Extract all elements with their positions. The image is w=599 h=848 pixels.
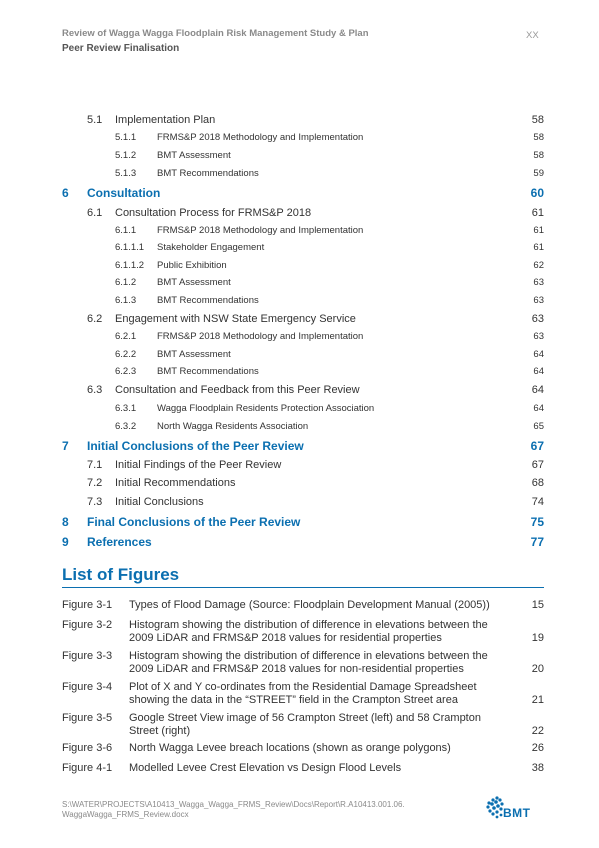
- toc-entry-page: 58: [531, 114, 544, 126]
- toc-entry-title: FRMS&P 2018 Methodology and Implementation: [157, 331, 364, 342]
- toc-entry-page: 64: [533, 366, 544, 377]
- toc-entry-page: 67: [530, 439, 544, 453]
- toc-entry-page: 67: [531, 459, 544, 471]
- toc-entry-page: 62: [533, 260, 544, 271]
- toc-entry[interactable]: [0, 477, 599, 491]
- figure-title: North Wagga Levee breach locations (shown as orange polygons): [129, 742, 451, 754]
- figure-title: Types of Flood Damage (Source: Floodplain Development Manual (2005)): [129, 599, 490, 611]
- document-title: Review of Wagga Wagga Floodplain Risk Management Study & Plan: [62, 28, 369, 39]
- figure-label: Figure 3-6: [62, 742, 113, 754]
- toc-entry[interactable]: [0, 260, 599, 274]
- toc-entry-title: BMT Recommendations: [157, 168, 259, 179]
- toc-entry[interactable]: [0, 132, 599, 146]
- toc-entry-title: BMT Assessment: [157, 150, 231, 161]
- toc-entry-number: 6.2.1: [115, 331, 137, 342]
- figure-page: 26: [531, 742, 544, 754]
- footer-file-path: S:\WATER\PROJECTS\A10413_Wagga_Wagga_FRMS_Review\Docs\Report\R.A10413.001.06. WaggaWagga_FRMS_Review.docx: [62, 800, 405, 819]
- toc-entry-title: Engagement with NSW State Emergency Service: [115, 313, 356, 325]
- toc-entry-page: 64: [533, 349, 544, 360]
- toc-entry-page: 58: [533, 150, 544, 161]
- toc-entry-title: References: [87, 535, 152, 549]
- figure-title: Histogram showing the distribution of difference in elevations between the 2009 LiDAR and FRMS&P 2018 values for residential properties: [129, 619, 488, 644]
- figure-label: Figure 4-1: [62, 762, 113, 774]
- toc-entry-number: 6.3.2: [115, 421, 137, 432]
- toc-chapter-entry[interactable]: [0, 439, 599, 453]
- toc-entry-number: 6.2.2: [115, 349, 137, 360]
- toc-entry-page: 59: [533, 168, 544, 179]
- toc-entry-number: 6.2.3: [115, 366, 137, 377]
- figure-page: 19: [531, 632, 544, 644]
- toc-entry-page: 63: [533, 295, 544, 306]
- toc-entry-title: Initial Conclusions: [115, 496, 204, 508]
- list-of-figures-heading: List of Figures: [62, 565, 180, 584]
- toc-entry-title: BMT Assessment: [157, 277, 231, 288]
- figure-label: Figure 3-1: [62, 599, 113, 611]
- figure-label: Figure 3-5: [62, 712, 113, 724]
- figure-label: Figure 3-3: [62, 650, 113, 662]
- figure-page: 20: [531, 663, 544, 675]
- toc-entry[interactable]: [0, 366, 599, 380]
- toc-entry-page: 64: [533, 403, 544, 414]
- toc-entry[interactable]: [0, 349, 599, 363]
- figure-page: 22: [531, 725, 544, 737]
- logo-wordmark: BMT: [503, 806, 531, 820]
- toc-entry[interactable]: [0, 496, 599, 510]
- toc-entry[interactable]: [0, 459, 599, 473]
- figure-label: Figure 3-2: [62, 619, 113, 631]
- toc-entry-title: Wagga Floodplain Residents Protection Association: [157, 403, 375, 414]
- toc-entry[interactable]: [0, 168, 599, 182]
- figure-page: 21: [531, 694, 544, 706]
- toc-entry[interactable]: [0, 207, 599, 221]
- toc-entry-title: FRMS&P 2018 Methodology and Implementation: [157, 132, 364, 143]
- toc-entry[interactable]: [0, 295, 599, 309]
- toc-entry-title: Implementation Plan: [115, 114, 216, 126]
- toc-entry-page: 64: [531, 384, 544, 396]
- toc-entry-number: 5.1.1: [115, 132, 137, 143]
- toc-entry-title: Final Conclusions of the Peer Review: [87, 515, 301, 529]
- toc-entry-number: 5.1.3: [115, 168, 137, 179]
- toc-entry[interactable]: [0, 403, 599, 417]
- figure-title: Google Street View image of 56 Crampton Street (left) and 58 Crampton Street (right): [129, 712, 481, 737]
- toc-entry-page: 77: [530, 535, 544, 549]
- toc-entry-page: 63: [533, 331, 544, 342]
- toc-entry-number: 6.1.1.1: [115, 242, 145, 253]
- toc-entry-title: Consultation and Feedback from this Peer Review: [115, 384, 360, 396]
- toc-entry-page: 63: [533, 277, 544, 288]
- toc-entry-number: 6.1: [87, 207, 103, 219]
- toc-entry-title: Initial Recommendations: [115, 477, 236, 489]
- toc-entry-number: 7.2: [87, 477, 103, 489]
- toc-entry-page: 68: [531, 477, 544, 489]
- toc-entry-number: 7.3: [87, 496, 103, 508]
- page-mark: XX: [526, 30, 539, 41]
- toc-entry-page: 61: [531, 207, 544, 219]
- toc-entry-page: 75: [530, 515, 544, 529]
- heading-divider: [62, 587, 544, 588]
- toc-entry-title: Consultation: [87, 186, 161, 200]
- toc-entry-number: 6: [62, 186, 69, 200]
- toc-entry-number: 6.2: [87, 313, 103, 325]
- toc-entry-title: Public Exhibition: [157, 260, 227, 271]
- toc-entry-page: 61: [533, 242, 544, 253]
- toc-entry-title: North Wagga Residents Association: [157, 421, 309, 432]
- toc-entry-number: 9: [62, 535, 69, 549]
- toc-entry[interactable]: [0, 150, 599, 164]
- toc-entry-number: 6.1.3: [115, 295, 137, 306]
- figure-title: Plot of X and Y co-ordinates from the Residential Damage Spreadsheet showing the data in the “STREET” field in the Crampton Street area: [129, 681, 477, 706]
- figure-page: 15: [531, 599, 544, 611]
- toc-chapter-entry[interactable]: [0, 186, 599, 200]
- toc-entry-number: 7: [62, 439, 69, 453]
- toc-entry-title: Initial Conclusions of the Peer Review: [87, 439, 304, 453]
- toc-entry[interactable]: [0, 421, 599, 435]
- toc-entry-title: Stakeholder Engagement: [157, 242, 265, 253]
- toc-entry-number: 5.1: [87, 114, 103, 126]
- toc-entry-title: FRMS&P 2018 Methodology and Implementation: [157, 225, 364, 236]
- toc-entry-number: 7.1: [87, 459, 103, 471]
- toc-entry-page: 61: [533, 225, 544, 236]
- toc-entry-number: 6.3: [87, 384, 103, 396]
- toc-entry-number: 8: [62, 515, 69, 529]
- toc-entry-title: BMT Recommendations: [157, 295, 259, 306]
- toc-entry[interactable]: [0, 277, 599, 291]
- toc-entry-title: BMT Recommendations: [157, 366, 259, 377]
- toc-entry-title: Consultation Process for FRMS&P 2018: [115, 207, 312, 219]
- toc-entry-title: Initial Findings of the Peer Review: [115, 459, 282, 471]
- toc-entry-number: 6.1.1: [115, 225, 137, 236]
- toc-entry-title: BMT Assessment: [157, 349, 231, 360]
- toc-entry-page: 65: [533, 421, 544, 432]
- toc-entry-number: 6.1.1.2: [115, 260, 145, 271]
- figure-label: Figure 3-4: [62, 681, 113, 693]
- toc-entry-page: 58: [533, 132, 544, 143]
- toc-entry-number: 5.1.2: [115, 150, 137, 161]
- toc-entry[interactable]: [0, 114, 599, 128]
- toc-entry[interactable]: [0, 384, 599, 398]
- figure-title: Modelled Levee Crest Elevation vs Design Flood Levels: [129, 762, 402, 774]
- toc-entry-page: 60: [530, 186, 544, 200]
- toc-entry[interactable]: [0, 242, 599, 256]
- toc-entry-number: 6.3.1: [115, 403, 137, 414]
- toc-entry[interactable]: [0, 331, 599, 345]
- figure-page: 38: [531, 762, 544, 774]
- toc-entry-number: 6.1.2: [115, 277, 137, 288]
- toc-entry[interactable]: [0, 225, 599, 239]
- section-title: Peer Review Finalisation: [62, 43, 180, 54]
- toc-entry-page: 74: [531, 496, 544, 508]
- toc-entry[interactable]: [0, 313, 599, 327]
- toc-chapter-entry[interactable]: [0, 535, 599, 549]
- toc-chapter-entry[interactable]: [0, 515, 599, 529]
- toc-entry-page: 63: [531, 313, 544, 325]
- figure-title: Histogram showing the distribution of difference in elevations between the 2009 LiDAR and FRMS&P 2018 values for non-residential properties: [129, 650, 488, 675]
